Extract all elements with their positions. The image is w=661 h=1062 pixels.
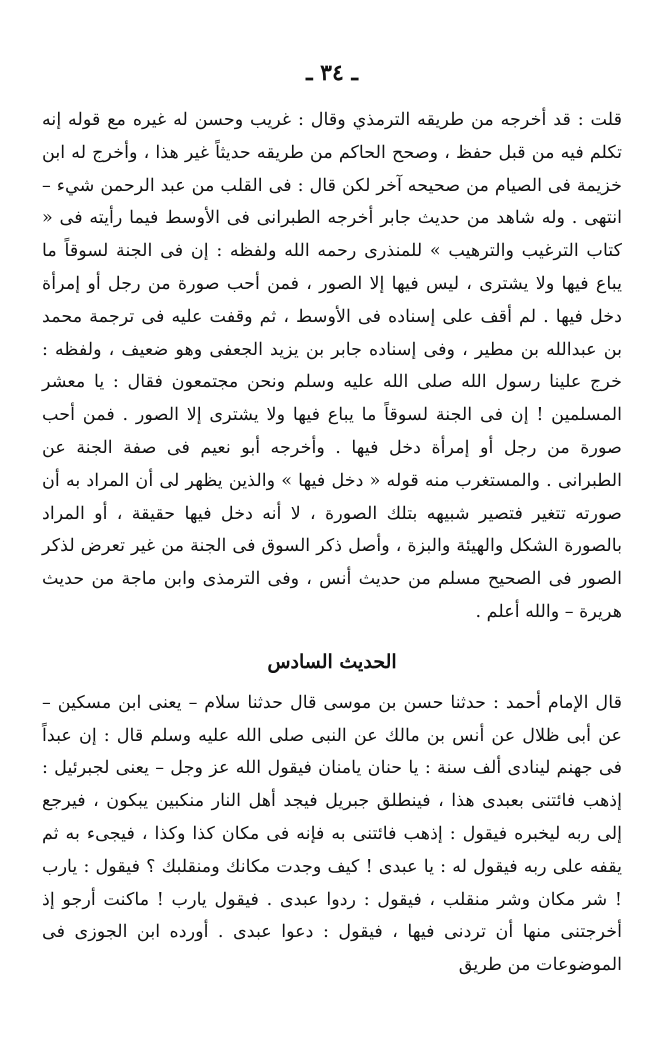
page-number: ـ ٣٤ ـ (306, 60, 358, 86)
document-page (42, 60, 622, 982)
section-heading: الحديث السادس (267, 650, 397, 673)
paragraph-commentary: قلت : قد أخرجه من طريقه الترمذي وقال : غريب وحسن له غيره مع قوله إنه تكلم فيه من قبل حفظ ، وصحح الحاكم من طريقه حديثاً غير هذا ، وأخرج له ابن خزيمة فى الصيام من صحيحه آخر لكن قال : فى القلب من عبد الرحمن شيء – انتهى . وله شاهد من حديث جابر أخرجه الطبرانى فى الأوسط فيما رأيته فى « كتاب الترغيب والترهيب » للمنذرى رحمه الله ولفظه : إن فى الجنة لسوقاً ما يباع فيها ولا يشترى ، ليس فيها إلا الصور ، فمن أحب صورة من رجل أو إمرأة دخل فيها . لم أقف على إسناده فى الأوسط ، ثم وقفت عليه فى ترجمة محمد بن عبدالله بن مطير ، وفى إسناده جابر بن يزيد الجعفى وهو ضعيف ، ولفظه : خرج علينا رسول الله صلى الله عليه وسلم ونحن مجتمعون فقال : يا معشر المسلمين ! إن فى الجنة لسوقاً ما يباع فيها ولا يشترى إلا الصور . فمن أحب صورة من رجل أو إمرأة دخل فيها . وأخرجه أبو نعيم فى صفة الجنة عن الطبرانى . والمستغرب منه قوله « دخل فيها » والذين يظهر لى أن المراد به أن صورته تتغير فتصير شبيهه بتلك الصورة ، لا أنه دخل فيها حقيقة ، أو المراد بالصورة الشكل والهيئة والبزة ، وأصل ذكر السوق فى الجنة من غير تعرض لذكر الصور فى الصحيح مسلم من حديث أنس ، وفى الترمذى وابن ماجة من حديث هريرة – والله أعلم . (42, 110, 622, 622)
paragraph-hadith: قال الإمام أحمد : حدثنا حسن بن موسى قال حدثنا سلام – يعنى ابن مسكين – عن أبى ظلال عن أنس بن مالك عن النبى صلى الله عليه وسلم قال : إن عبداً فى جهنم لينادى ألف سنة : يا حنان يامنان فيقول الله عز وجل – يعنى لجبرئيل : إذهب فائتنى بعبدى هذا ، فينطلق جبريل فيجد أهل النار منكبين يبكون ، فيرجع إلى ربه ليخبره فيقول : إذهب فائتنى به فإنه فى مكان كذا وكذا ، فيجىء به ثم يقفه على ربه فيقول له : يا عبدى ! كيف وجدت مكانك ومنقلبك ؟ فيقول : يارب ! شر مكان وشر منقلب ، فيقول : ردوا عبدى . فيقول يارب ! ماكنت أرجو إذ أخرجتنى منها أن تردنى فيها ، فيقول : دعوا عبدى . أورده ابن الجوزى فى الموضوعات من طريق (42, 692, 622, 976)
